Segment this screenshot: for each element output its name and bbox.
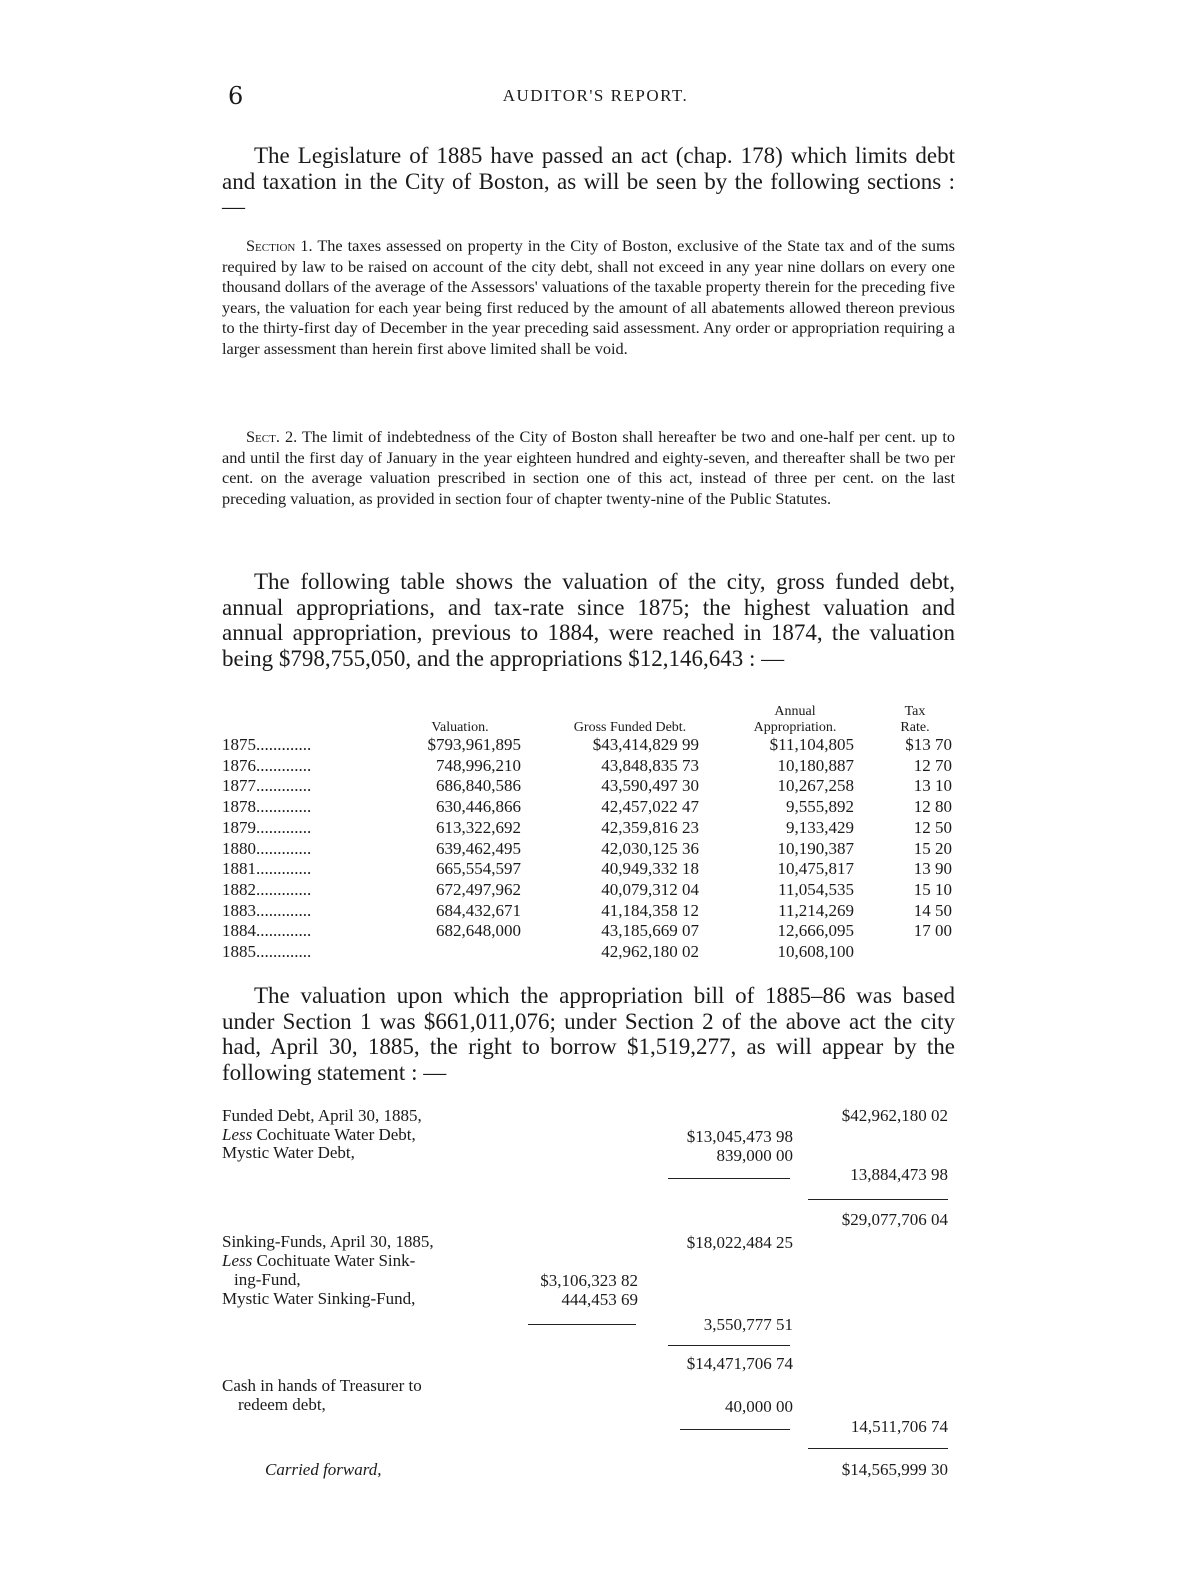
sinking-funds-amount: $18,022,484 25 <box>686 1233 793 1252</box>
year-cell: 1885............. <box>222 942 312 961</box>
valuation-cell: 613,322,692 <box>436 817 521 837</box>
year-cell: 1876............. <box>222 755 312 775</box>
year-cell: 1881............. <box>222 859 312 879</box>
rule <box>808 1448 948 1449</box>
debt-cell: 43,185,669 07 <box>601 921 699 941</box>
rule <box>668 1178 790 1179</box>
valuation-cell: 684,432,671 <box>436 900 521 920</box>
tax-rate-cell: 15 20 <box>913 838 952 858</box>
debt-cell: 42,359,816 23 <box>601 817 699 837</box>
appropriation-cell: 10,608,100 <box>777 942 854 961</box>
appropriation-cell: 10,190,387 <box>777 838 854 858</box>
rule <box>668 1345 790 1346</box>
appropriation-cell: 11,214,269 <box>778 900 854 920</box>
table-row <box>222 839 962 860</box>
table-row <box>222 735 962 756</box>
appropriation-cell: 9,133,429 <box>786 817 854 837</box>
table-row <box>222 797 962 818</box>
statement-intro-paragraph: The valuation upon which the appropriation bill of 1885–86 was based under Section 1 was $661,011,076; under Section 2 of the above act the city had, April 30, 1885, the right to borrow $1,519,277, as will appear by the following statement : — <box>222 983 955 1086</box>
section-2 <box>222 427 955 509</box>
tax-rate-cell: 17 00 <box>913 921 952 941</box>
appropriation-cell: 10,475,817 <box>777 859 854 879</box>
tax-rate-cell: 13 10 <box>913 776 952 796</box>
table-row <box>222 859 962 880</box>
header-approp-2: Appropriation. <box>753 720 837 735</box>
running-head: AUDITOR'S REPORT. <box>502 86 689 105</box>
sink-net: $14,471,706 74 <box>686 1354 793 1373</box>
debt-cell: 42,457,022 47 <box>601 797 699 817</box>
carried-forward-amount: $14,565,999 30 <box>841 1460 948 1479</box>
intro-paragraph: The Legislature of 1885 have passed an act (chap. 178) which limits debt and taxation in the City of Boston, as will be seen by the following sections : — <box>222 143 955 220</box>
funded-debt-amount: $42,962,180 02 <box>841 1106 948 1125</box>
cochituate-debt-label <box>222 1126 416 1144</box>
debt-cell: 42,030,125 36 <box>601 838 699 858</box>
valuation-cell: 682,648,000 <box>436 921 521 941</box>
mystic-debt-amount: 839,000 00 <box>716 1146 793 1165</box>
table-row <box>222 818 962 839</box>
year-cell: 1882............. <box>222 879 312 899</box>
sinking-funds-label: Sinking-Funds, April 30, 1885, <box>222 1232 434 1251</box>
rule <box>808 1199 948 1200</box>
header-debt: Gross Funded Debt. <box>573 720 687 735</box>
tax-rate-cell: 12 80 <box>913 797 952 817</box>
appropriation-cell: 9,555,892 <box>786 797 854 817</box>
debt-cell: 43,590,497 30 <box>601 776 699 796</box>
total-deductions: 14,511,706 74 <box>850 1417 948 1436</box>
cash-amount: 40,000 00 <box>725 1397 793 1416</box>
valuation-cell: $793,961,895 <box>427 735 521 754</box>
sink-water-total: 3,550,777 51 <box>703 1315 793 1334</box>
year-cell: 1883............. <box>222 900 312 920</box>
section-2-label: Sect. 2. <box>246 427 298 446</box>
section-1-text: The taxes assessed on property in the City of Boston, exclusive of the State tax and of the sums required by law to be raised on account of the city debt, shall not exceed in any year nine dollars on every one thousand dollars of the average of the Assessors' valuations of the taxable property therein for the preceding five years, the valuation for each year being first reduced by the amount of all abatements allowed thereon previous to the thirty-first day of December in the year preceding said assessment. Any order or appropriation requiring a larger assessment than herein first above limited shall be void. <box>222 236 956 358</box>
cochituate-debt-text: Cochituate Water Debt, <box>252 1125 416 1144</box>
year-cell: 1879............. <box>222 817 312 837</box>
less-label: Less <box>222 1125 253 1144</box>
year-cell: 1884............. <box>222 921 312 941</box>
cash-label-2: redeem debt, <box>238 1395 326 1414</box>
year-cell: 1878............. <box>222 797 312 817</box>
mystic-sink-amount: 444,453 69 <box>561 1290 638 1309</box>
table-intro-paragraph: The following table shows the valuation of the city, gross funded debt, annual appropriations, and tax-rate since 1875; the highest valuation and annual appropriation, previous to 1884, were reached in 1874, the valuation being $798,755,050, and the appropriations $12,146,643 : — <box>222 569 955 672</box>
table-row <box>222 901 962 922</box>
appropriation-cell: 11,054,535 <box>778 879 854 899</box>
valuation-cell: 630,446,866 <box>436 797 521 817</box>
page-number: 6 <box>228 82 244 110</box>
funded-debt-label: Funded Debt, April 30, 1885, <box>222 1106 422 1125</box>
tax-rate-cell: 12 70 <box>913 755 952 775</box>
mystic-sink-label: Mystic Water Sinking-Fund, <box>222 1289 416 1308</box>
debt-cell: 40,949,332 18 <box>601 859 699 879</box>
section-1 <box>222 236 955 360</box>
tax-rate-cell: $13 70 <box>905 735 952 754</box>
valuation-cell: 639,462,495 <box>436 838 521 858</box>
header-tax-2: Rate. <box>900 720 930 735</box>
tax-rate-cell: 12 50 <box>913 817 952 837</box>
valuation-cell: 748,996,210 <box>436 755 521 775</box>
net-debt: $29,077,706 04 <box>841 1210 948 1229</box>
cochituate-debt-amount: $13,045,473 98 <box>686 1127 793 1146</box>
debt-cell: $43,414,829 99 <box>592 735 699 754</box>
header-approp-1: Annual <box>774 704 816 719</box>
cochituate-sink-label <box>222 1252 415 1270</box>
mystic-debt-label: Mystic Water Debt, <box>222 1143 355 1162</box>
year-cell: 1877............. <box>222 776 312 796</box>
table-row <box>222 880 962 901</box>
table-row <box>222 921 962 942</box>
less-label: Less <box>222 1251 253 1270</box>
cochituate-sink-text: Cochituate Water Sink- <box>252 1251 416 1270</box>
valuation-cell: 665,554,597 <box>436 859 521 879</box>
debt-cell: 40,079,312 04 <box>601 879 699 899</box>
cochituate-sink-amount: $3,106,323 82 <box>540 1271 638 1290</box>
debt-cell: 42,962,180 02 <box>601 942 699 961</box>
appropriation-cell: 12,666,095 <box>777 921 854 941</box>
section-1-label: Section 1. <box>246 236 313 255</box>
tax-rate-cell: 13 90 <box>913 859 952 879</box>
appropriation-cell: 10,180,887 <box>777 755 854 775</box>
cash-label-1: Cash in hands of Treasurer to <box>222 1376 422 1395</box>
section-2-text: The limit of indebtedness of the City of Boston shall hereafter be two and one-half per cent. up to and until the first day of January in the year eighteen hundred and eighty-seven, and thereafter shall be two per cent. on the average valuation prescribed in section one of this act, instead of three per cent. on the last preceding valuation, as provided in section four of chapter twenty-nine of the Public Statutes. <box>222 427 955 508</box>
tax-rate-cell: 15 10 <box>913 879 952 899</box>
appropriation-cell: $11,104,805 <box>769 735 854 754</box>
debt-cell: 41,184,358 12 <box>601 900 699 920</box>
year-cell: 1880............. <box>222 838 312 858</box>
header-valuation: Valuation. <box>431 720 489 735</box>
rule <box>528 1324 636 1325</box>
debt-cell: 43,848,835 73 <box>601 755 699 775</box>
header-tax-1: Tax <box>904 704 926 719</box>
rule <box>680 1429 790 1430</box>
cochituate-sink-label-2: ing-Fund, <box>234 1270 301 1289</box>
valuation-cell: 672,497,962 <box>436 879 521 899</box>
appropriation-cell: 10,267,258 <box>777 776 854 796</box>
table-row <box>222 942 962 963</box>
water-debt-total: 13,884,473 98 <box>850 1165 948 1184</box>
valuation-cell: 686,840,586 <box>436 776 521 796</box>
table-row <box>222 756 962 777</box>
year-cell: 1875............. <box>222 735 312 754</box>
carried-forward-text: Carried forward, <box>265 1460 382 1479</box>
table-row <box>222 776 962 797</box>
tax-rate-cell: 14 50 <box>913 900 952 920</box>
carried-forward-label <box>265 1461 382 1479</box>
